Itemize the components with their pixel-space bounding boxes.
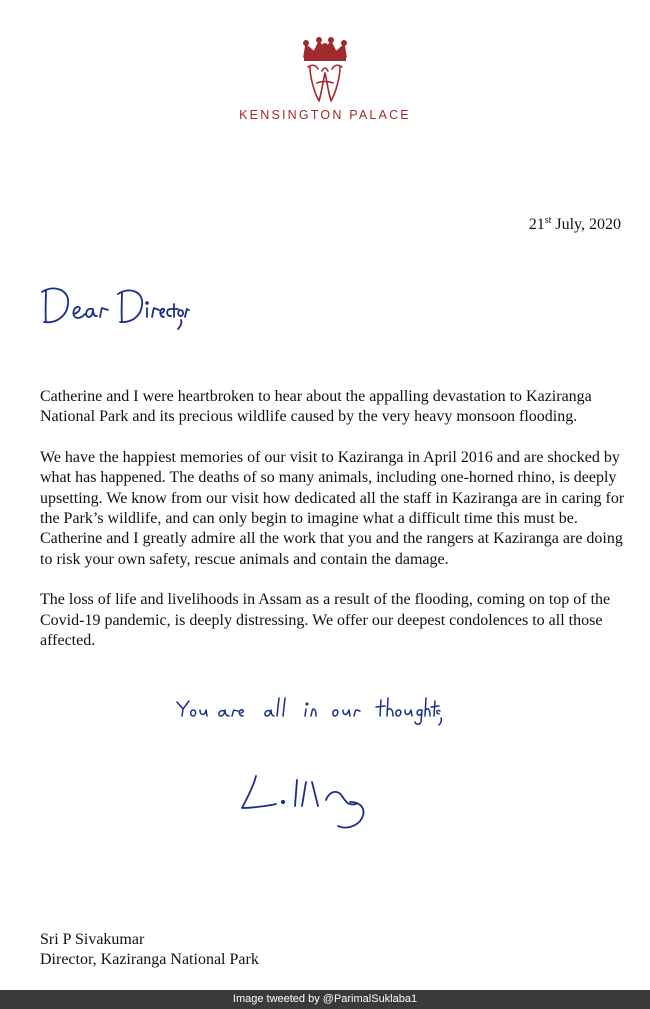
body-paragraph: We have the happiest memories of our visit to Kaziranga in April 2016 and are shocked by what has happened. The deaths of so many animals, including one-horned rhino, is deeply upsetting. We know from our visit how dedicated all the staff in Kaziranga are in caring for the Park’s wildlife, and can only begin to imagine what a difficult time this must be. Catherine and I greatly admire all the work that you and the rangers at Kaziranga are doing to risk your own safety, rescue animals and contain the damage. <box>40 448 625 568</box>
handwritten-closing <box>172 692 442 728</box>
caption-text: Image tweeted by @ParimalSuklaba1 <box>232 993 418 1005</box>
letter-date <box>529 216 621 234</box>
letter-body <box>40 387 625 671</box>
recipient-title: Director, Kaziranga National Park <box>40 951 259 969</box>
handwritten-signature <box>238 768 380 836</box>
date-day: 21 <box>528 216 545 233</box>
body-paragraph: Catherine and I were heartbroken to hear about the appalling devastation to Kaziranga National Park and its precious wildlife caused by the very heavy monsoon flooding. <box>40 388 592 426</box>
body-paragraph: The loss of life and livelihoods in Assam as a result of the flooding, coming on top of the Covid-19 pandemic, is deeply distressing. We offer our deepest condolences to all those affected. <box>40 591 611 650</box>
date-ordinal: st <box>544 215 552 226</box>
handwritten-salutation <box>40 280 190 332</box>
recipient-block <box>40 930 259 971</box>
letterhead-title: KENSINGTON PALACE <box>239 108 411 122</box>
kensington-palace-crest-logo <box>292 37 358 105</box>
image-caption-bar <box>0 990 650 1009</box>
recipient-name: Sri P Sivakumar <box>40 931 145 948</box>
date-rest: July, 2020 <box>551 216 621 233</box>
